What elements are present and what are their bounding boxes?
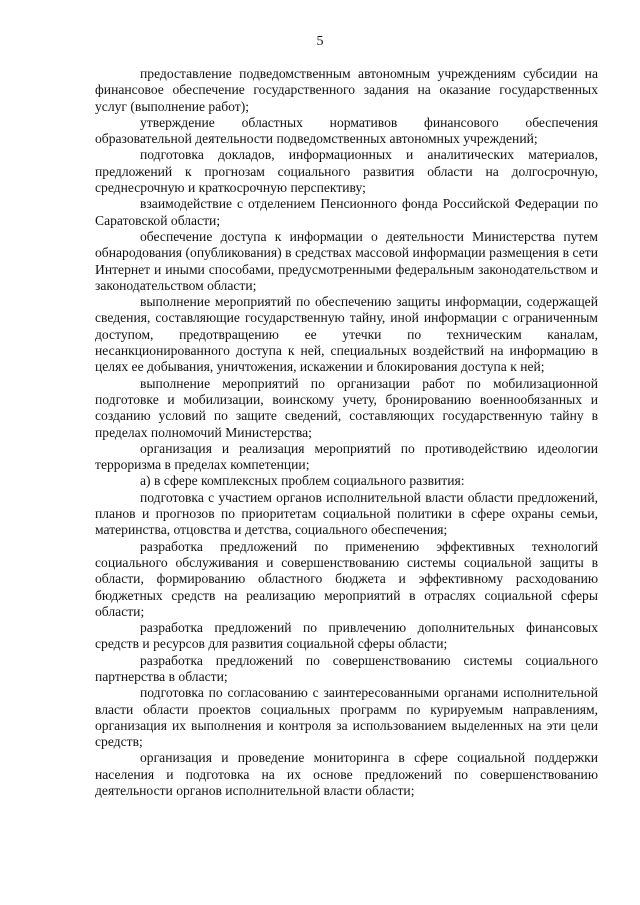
paragraph: подготовка по согласованию с заинтересованными органами исполнительной власти области проектов социальных программ по курируемым направлениям, организация их выполнения и контроля за использованием выделенных на эти цели средств;	[95, 685, 598, 750]
paragraph: разработка предложений по применению эффективных технологий социального обслуживания и совершенствованию системы социальной защиты в области, формированию областного бюджета и эффективному расходованию бюджетных средств на реализацию мероприятий в отраслях социальной сферы области;	[95, 538, 598, 619]
paragraph: разработка предложений по привлечению дополнительных финансовых средств и ресурсов для развития социальной сферы области;	[95, 620, 598, 652]
section-heading: а) в сфере комплексных проблем социального развития:	[140, 473, 465, 489]
paragraph: организация и проведение мониторинга в сфере социальной поддержки населения и подготовка на их основе предложений по совершенствованию деятельности органов исполнительной власти области;	[95, 750, 598, 799]
paragraph: выполнение мероприятий по организации работ по мобилизационной подготовке и мобилизации, воинскому учету, бронированию военнообязанных и созданию условий по защите сведений, составляющих государственную тайну в пределах полномочий Министерства;	[95, 375, 598, 440]
document-body	[95, 66, 598, 799]
paragraph: организация и реализация мероприятий по противодействию идеологии терроризма в пределах компетенции;	[95, 440, 598, 473]
paragraph: взаимодействие с отделением Пенсионного фонда Российской Федерации по Саратовской области;	[95, 196, 598, 228]
paragraph: обеспечение доступа к информации о деятельности Министерства путем обнародования (опубликования) в средствах массовой информации размещения в сети Интернет и иными способами, предусмотренными федеральным законодательством и законодательством области;	[95, 228, 598, 293]
paragraph: разработка предложений по совершенствованию системы социального партнерства в области;	[95, 652, 598, 684]
paragraph: подготовка с участием органов исполнительной власти области предложений, планов и прогнозов по приоритетам социальной политики в сфере охраны семьи, материнства, отцовства и детства, социального обеспечения;	[95, 489, 598, 538]
paragraph: подготовка докладов, информационных и аналитических материалов, предложений к прогнозам социального развития области на долгосрочную, среднесрочную и краткосрочную перспективу;	[95, 147, 598, 196]
paragraph: предоставление подведомственным автономным учреждениям субсидии на финансовое обеспечение государственного задания на оказание государственных услуг (выполнение работ);	[95, 66, 598, 114]
paragraph: утверждение областных нормативов финансового обеспечения образовательной деятельности подведомственных автономных учреждений;	[95, 114, 598, 147]
paragraph: выполнение мероприятий по обеспечению защиты информации, содержащей сведения, составляющие государственную тайну, иной информации с ограниченным доступом, предотвращению ее утечки по техническим каналам, несанкционированного доступа к ней, специальных воздействий на информацию в целях ее добывания, уничтожения, искажении и блокирования доступа к ней;	[95, 294, 598, 375]
page-number: 5	[316, 34, 324, 49]
